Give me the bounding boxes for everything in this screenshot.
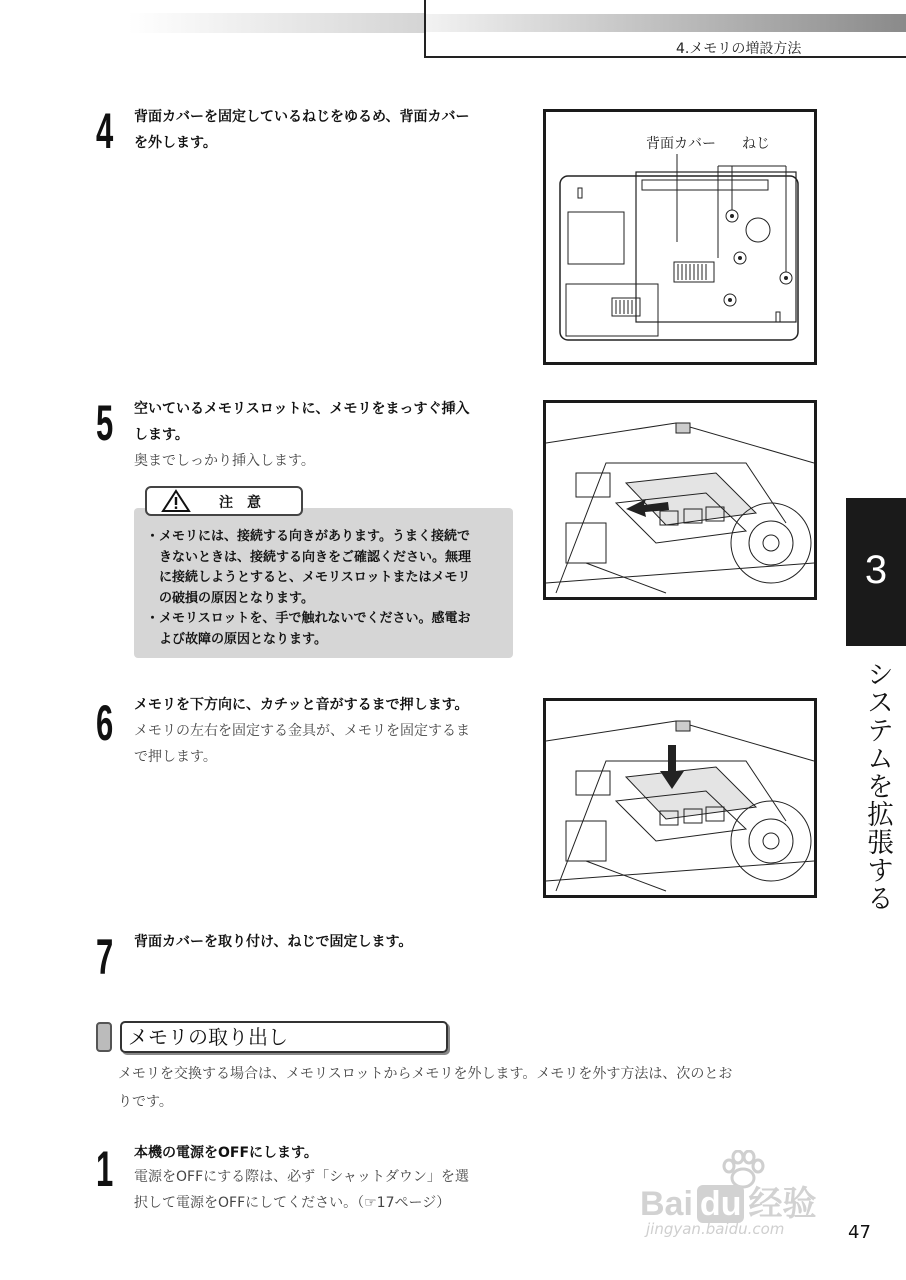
step-title: メモリを下方向に、カチッと音がするまで押します。: [134, 697, 469, 713]
back-cover-illustration: [543, 109, 817, 365]
step-number: 4: [96, 103, 114, 159]
intro-line: りです。: [118, 1094, 173, 1110]
step-number: 1: [96, 1141, 114, 1197]
step-title: 本機の電源をOFFにします。: [134, 1145, 318, 1161]
step-title-line: を外します。: [134, 135, 217, 151]
baidu-watermark: [640, 1150, 860, 1245]
step-body: [134, 1164, 469, 1216]
step-title: 背面カバーを取り付け、ねじで固定します。: [134, 934, 413, 950]
caution-badge: [145, 486, 303, 516]
caution-line: ・メモリスロットを、手で触れないでください。感電お: [146, 611, 471, 626]
header-gradient-right: [426, 14, 906, 32]
step-title: [134, 104, 469, 156]
heading-marker: [96, 1022, 112, 1052]
step-title-line: 空いているメモリスロットに、メモリをまっすぐ挿入: [134, 401, 470, 417]
caution-line: よび故障の原因となります。: [146, 631, 327, 647]
step-title-line: 背面カバーを固定しているねじをゆるめ、背面カバー: [134, 109, 470, 125]
watermark-du: du: [697, 1185, 745, 1223]
caution-list: [146, 527, 512, 650]
memory-press-illustration: [543, 698, 817, 898]
step-number: 7: [96, 929, 114, 985]
watermark-logo: [640, 1176, 816, 1225]
intro-line: メモリを交換する場合は、メモリスロットからメモリを外します。メモリを外す方法は、次のとお: [118, 1066, 733, 1082]
page-number: 47: [848, 1222, 871, 1243]
caution-line: ・メモリには、接続する向きがあります。うまく接続で: [146, 529, 470, 544]
chapter-number: 3: [864, 548, 888, 592]
caution-label: 注 意: [219, 495, 261, 511]
step-body: [134, 718, 470, 770]
caution-line: きないときは、接続する向きをご確認ください。無理: [146, 549, 472, 565]
subsection-intro: [118, 1060, 830, 1116]
step-body-line: で押します。: [134, 749, 217, 765]
warning-icon: [161, 489, 191, 513]
chapter-title: システムを拡張する: [862, 660, 893, 912]
memory-insert-illustration: [543, 400, 817, 600]
step-title: [134, 396, 469, 448]
caution-line: に接続しようとすると、メモリスロットまたはメモリ: [146, 570, 471, 585]
step-title-line: します。: [134, 427, 189, 443]
header-gradient-bar: [128, 13, 426, 33]
step-number: 5: [96, 395, 114, 451]
figure-label-cover: 背面カバー: [646, 136, 716, 152]
chapter-tab: [846, 498, 906, 646]
figure-label-screw: ねじ: [742, 136, 770, 152]
watermark-url: jingyan.baidu.com: [646, 1220, 785, 1238]
watermark-jingyan: 经验: [748, 1185, 817, 1223]
section-title: 4.メモリの増設方法: [676, 41, 802, 57]
step-body-line: 択して電源をOFFにしてください。（☞17ページ）: [134, 1195, 451, 1211]
caution-line: の破損の原因となります。: [146, 590, 314, 606]
subsection-heading: メモリの取り出し: [120, 1021, 448, 1053]
step-number: 6: [96, 695, 114, 751]
step-body-line: 電源をOFFにする際は、必ず「シャットダウン」を選: [134, 1169, 469, 1185]
step-body-line: メモリの左右を固定する金具が、メモリを固定するま: [134, 723, 470, 739]
step-body: 奥までしっかり挿入します。: [134, 453, 315, 469]
watermark-bai: Bai: [640, 1185, 693, 1223]
